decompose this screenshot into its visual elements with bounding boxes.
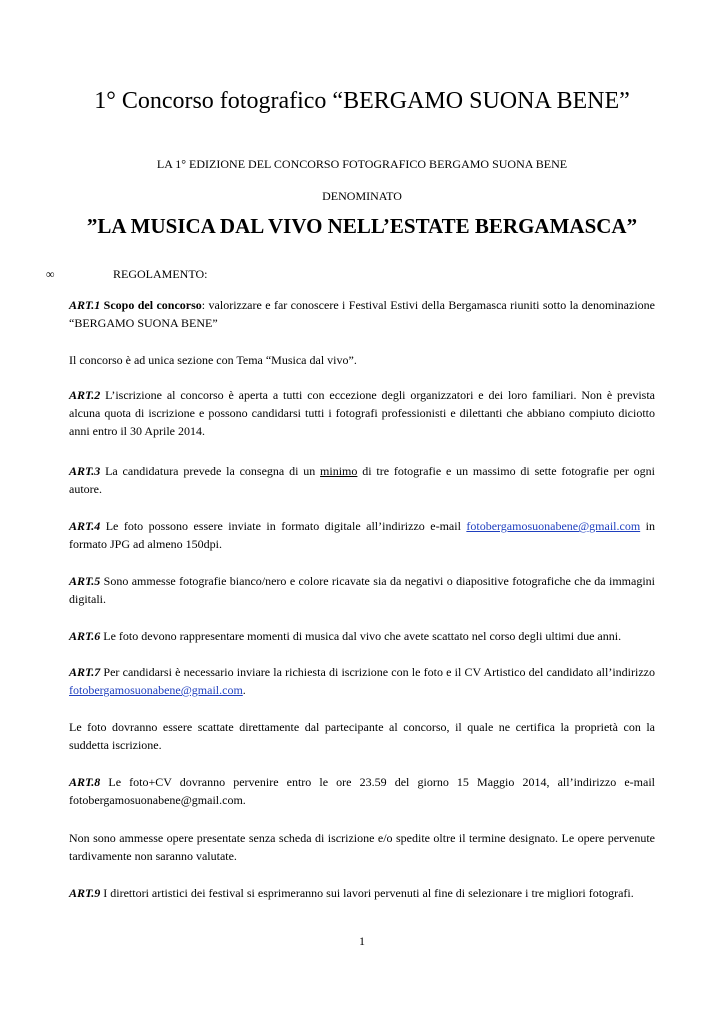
denominato-label: DENOMINATO [322,189,402,203]
article-7 [69,663,655,699]
article-label: ART.5 [69,574,101,588]
article-text: . [242,793,246,807]
article-text: Le foto+CV dovranno pervenire entro le ore 23.59 del giorno 15 Maggio 2014, all’indirizzo e-mail [100,775,655,789]
article-text: Sono ammesse fotografie bianco/nero e colore ricavate sia da negativi o diapositive fotografiche che da immagini digitali. [69,574,655,606]
article-label: ART.2 [69,388,101,402]
email-address: fotobergamosuonabene@gmail.com [69,793,243,807]
article-text: Le foto possono essere inviate in formato digitale all’indirizzo e-mail [100,519,467,533]
article-text: Le foto devono rappresentare momenti di musica dal vivo che avete scattato nel corso degli ultimi due anni. [100,629,622,643]
article-label: ART.7 [69,665,101,679]
article-text: . [242,683,246,697]
article-6 [69,627,655,645]
article-text: : valorizzare e far conoscere i Festival Estivi della Bergamasca riuniti sotto la denominazione “BERGAMO SUONA BENE” [69,298,655,330]
article-label: ART.6 [69,629,101,643]
article-9 [69,884,655,902]
article-5 [69,572,655,608]
contest-heading: ”LA MUSICA DAL VIVO NELL’ESTATE BERGAMASCA” [86,214,638,238]
infinity-bullet-icon: ∞ [46,267,55,281]
document-title: 1° Concorso fotografico “BERGAMO SUONA BENE” [94,88,630,114]
article-text: I direttori artistici dei festival si esprimeranno sui lavori pervenuti al fine di selezionare i tre migliori fotografi. [100,886,634,900]
article-1 [69,296,655,332]
paragraph-ammesse: Non sono ammesse opere presentate senza scheda di iscrizione e/o spedite oltre il termine designato. Le opere pervenute tardivamente non saranno valutate. [69,831,655,863]
email-link[interactable]: fotobergamosuonabene@gmail.com [466,519,641,533]
article-text: La candidatura prevede la consegna di un [100,464,321,478]
page-number: 1 [359,934,365,948]
regolamento-label: REGOLAMENTO: [113,267,208,281]
article-text: Per candidarsi è necessario inviare la richiesta di iscrizione con le foto e il CV Artistico del candidato all’indirizzo [100,665,655,679]
article-text: in formato JPG ad almeno 150dpi. [69,519,655,551]
article-text: di tre fotografie e un massimo di sette fotografie per ogni autore. [69,464,655,496]
paragraph-foto: Le foto dovranno essere scattate direttamente dal partecipante al concorso, il quale ne certifica la proprietà con la suddetta iscrizione. [69,720,655,752]
article-2 [69,386,655,440]
email-link[interactable]: fotobergamosuonabene@gmail.com [69,683,243,697]
article-8 [69,773,655,809]
article-3 [69,462,655,498]
article-label: ART.4 [69,519,101,533]
edition-subtitle: LA 1° EDIZIONE DEL CONCORSO FOTOGRAFICO BERGAMO SUONA BENE [156,157,568,171]
article-label: ART.9 [69,886,101,900]
article-label: ART.8 [69,775,101,789]
article-label: ART.3 [69,464,101,478]
article-heading: Scopo del concorso [103,298,202,312]
article-4 [69,517,655,553]
article-text: L’iscrizione al concorso è aperta a tutti con eccezione degli organizzatori e dei loro familiari. Non è prevista alcuna quota di iscrizione e possono candidarsi tutti i fotografi professionisti e dilettanti che abbiano compiuto diciotto anni entro il 30 Aprile 2014. [69,388,655,438]
article-label: ART.1 [69,298,101,312]
paragraph-sezione: Il concorso è ad unica sezione con Tema “Musica dal vivo”. [69,353,357,367]
underlined-word: minimo [320,464,358,478]
